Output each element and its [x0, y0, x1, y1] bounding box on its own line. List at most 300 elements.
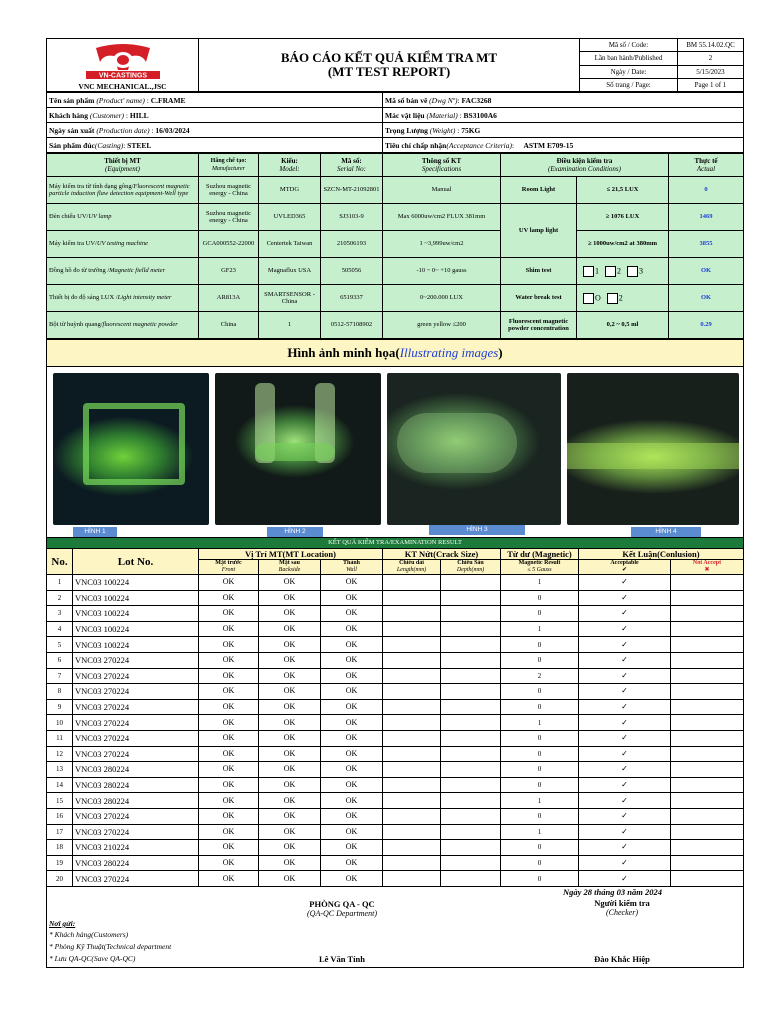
not-accept-mark [671, 590, 744, 606]
front-result: OK [199, 621, 259, 637]
table-row [47, 668, 744, 684]
recipient-item: * Khách hàng(Customers) [49, 929, 129, 939]
front-result: OK [199, 590, 259, 606]
magnetic-result: 0 [501, 652, 579, 668]
row-number: 1 [47, 575, 73, 591]
row-number: 4 [47, 621, 73, 637]
back-result: OK [259, 793, 321, 809]
magnetic-result: 0 [501, 699, 579, 715]
crack-depth [441, 871, 501, 887]
wall-result: OK [321, 715, 383, 731]
back-result: OK [259, 621, 321, 637]
eq-condition-value: ≤ 21,5 LUX [577, 177, 669, 204]
eq-condition-value: 0,2 ~ 0,5 ml [577, 312, 669, 339]
not-accept-mark [671, 808, 744, 824]
eq-condition: Fluorescent magnetic powder concentration [501, 312, 577, 339]
front-result: OK [199, 746, 259, 762]
table-row [47, 808, 744, 824]
lot-number: VNC03 100224 [73, 606, 199, 622]
eq-header-actual: Thực tế Actual [669, 154, 744, 177]
equipment-table [46, 153, 744, 339]
wall-result: OK [321, 684, 383, 700]
col-back: Mặt sau Backside [259, 560, 321, 575]
eq-condition: UV lamp light [501, 204, 577, 258]
doc-date-value: 5/15/2023 [678, 65, 744, 78]
dept-title-en: (QA-QC Department) [307, 908, 377, 918]
wall-result: OK [321, 762, 383, 778]
eq-header-spec: Thông số KT Specifications [383, 154, 501, 177]
front-result: OK [199, 855, 259, 871]
back-result: OK [259, 715, 321, 731]
table-row [47, 762, 744, 778]
wall-result: OK [321, 793, 383, 809]
front-result: OK [199, 730, 259, 746]
crack-length [383, 715, 441, 731]
acceptable-mark: ✓ [579, 730, 671, 746]
front-result: OK [199, 793, 259, 809]
back-result: OK [259, 684, 321, 700]
crack-length [383, 699, 441, 715]
not-accept-mark [671, 730, 744, 746]
col-length: Chiều dài Length(mm) [383, 560, 441, 575]
water-test-boxes: O 2 [577, 285, 669, 312]
eq-manufacturer: AR813A [199, 285, 259, 312]
row-number: 8 [47, 684, 73, 700]
customer-field: Khách hàng (Customer) : HILL [47, 108, 383, 123]
eq-name: Máy kiểm tra từ tính dạng gông/Fluorescent magnetic particle induction flaw detection equipment-Well type [47, 177, 199, 204]
magnetic-result: 0 [501, 840, 579, 856]
magnetic-result: 0 [501, 730, 579, 746]
crack-depth [441, 684, 501, 700]
eq-serial: SJ3103-9 [321, 204, 383, 231]
eq-model: SMARTSENSOR - China [259, 285, 321, 312]
magnetic-result: 2 [501, 668, 579, 684]
not-accept-mark [671, 777, 744, 793]
eq-spec: -10 ~ 0~ +10 gauss [383, 258, 501, 285]
eq-manufacturer: Suzhou magnetic energy - China [199, 204, 259, 231]
back-result: OK [259, 668, 321, 684]
row-number: 11 [47, 730, 73, 746]
lot-number: VNC03 100224 [73, 575, 199, 591]
wall-result: OK [321, 637, 383, 653]
acceptable-mark: ✓ [579, 652, 671, 668]
product-name-field: Tên sản phẩm (Product' name) : C.FRAME [47, 93, 383, 108]
back-result: OK [259, 824, 321, 840]
wall-result: OK [321, 871, 383, 887]
company-logo-cell [47, 39, 199, 92]
crack-depth [441, 715, 501, 731]
not-accept-mark [671, 871, 744, 887]
back-result: OK [259, 637, 321, 653]
eq-header-conditions: Điều kiện kiểm tra (Examination Conditions) [501, 154, 669, 177]
crack-depth [441, 590, 501, 606]
report-header [46, 38, 744, 92]
lot-number: VNC03 270224 [73, 871, 199, 887]
magnetic-result: 0 [501, 762, 579, 778]
material-field: Mác vật liệu (Material) : BS3100A6 [383, 108, 744, 123]
col-not-accept: Not Accept ✖ [671, 560, 744, 575]
recipient-item: * Lưu QA-QC(Save QA-QC) [49, 953, 136, 963]
wall-result: OK [321, 855, 383, 871]
back-result: OK [259, 746, 321, 762]
illustration-gallery [46, 367, 744, 537]
magnetic-result: 0 [501, 637, 579, 653]
magnetic-result: 0 [501, 606, 579, 622]
acceptable-mark: ✓ [579, 808, 671, 824]
col-no: No. [47, 549, 73, 575]
wall-result: OK [321, 730, 383, 746]
doc-published-value: 2 [678, 52, 744, 65]
weight-field: Trọng Lượng (Weight) : 75KG [383, 123, 744, 138]
results-band: KẾT QUẢ KIỂM TRA/EXAMINATION RESULT [47, 538, 744, 549]
water-checkbox-2[interactable] [607, 293, 618, 304]
crack-depth [441, 637, 501, 653]
eq-actual: 0.29 [669, 312, 744, 339]
back-result: OK [259, 652, 321, 668]
row-number: 15 [47, 793, 73, 809]
acceptable-mark: ✓ [579, 855, 671, 871]
col-mag-result: Magnetic Result ≤ 5 Gauss [501, 560, 579, 575]
eq-name: Đèn chiếu UV/UV lamp [47, 204, 199, 231]
eq-spec: 0~200.000 LUX [383, 285, 501, 312]
crack-depth [441, 621, 501, 637]
crack-length [383, 637, 441, 653]
col-wall: Thành Wall [321, 560, 383, 575]
not-accept-mark [671, 621, 744, 637]
table-row [47, 715, 744, 731]
crack-length [383, 871, 441, 887]
inspection-photo-1[interactable] [53, 373, 209, 525]
table-row [47, 575, 744, 591]
acceptable-mark: ✓ [579, 746, 671, 762]
recipient-item: * Phòng Kỹ Thuật(Technical department [49, 941, 172, 951]
acceptable-mark: ✓ [579, 606, 671, 622]
col-depth: Chiều Sâu Depth(mm) [441, 560, 501, 575]
inspection-photo-2[interactable] [215, 373, 381, 525]
not-accept-mark [671, 684, 744, 700]
eq-model: 1 [259, 312, 321, 339]
magnetic-result: 0 [501, 855, 579, 871]
col-front: Mặt trước Front [199, 560, 259, 575]
eq-actual: OK [669, 258, 744, 285]
eq-actual: 3855 [669, 231, 744, 258]
lot-number: VNC03 270224 [73, 746, 199, 762]
crack-length [383, 777, 441, 793]
lot-number: VNC03 210224 [73, 840, 199, 856]
acceptable-mark: ✓ [579, 668, 671, 684]
product-info-table [46, 92, 744, 153]
crack-length [383, 590, 441, 606]
report-title [199, 39, 580, 92]
acceptable-mark: ✓ [579, 575, 671, 591]
not-accept-mark [671, 575, 744, 591]
crack-length [383, 793, 441, 809]
magnetic-result: 1 [501, 793, 579, 809]
table-row [47, 793, 744, 809]
col-location: Vị Trí MT(MT Location) [199, 549, 383, 560]
eq-name: Đồng hồ đo từ trường /Magnetic fielld meter [47, 258, 199, 285]
crack-depth [441, 746, 501, 762]
company-name: VNC MECHANICAL.,JSC [78, 82, 167, 91]
photo-caption-2: HÌNH 2 [267, 527, 323, 537]
lot-number: VNC03 270224 [73, 824, 199, 840]
not-accept-mark [671, 793, 744, 809]
acceptable-mark: ✓ [579, 871, 671, 887]
crack-length [383, 808, 441, 824]
crack-length [383, 840, 441, 856]
eq-manufacturer: GCA000552-22000 [199, 231, 259, 258]
logo-wordmark: VN-CASTINGS [98, 72, 147, 80]
lot-number: VNC03 270224 [73, 684, 199, 700]
eq-condition-value: ≥ 1000uw/cm2 at 380mm [577, 231, 669, 258]
crack-depth [441, 652, 501, 668]
front-result: OK [199, 699, 259, 715]
col-magnetic: Từ dư (Magnetic) [501, 549, 579, 560]
lot-number: VNC03 270224 [73, 668, 199, 684]
production-date-field: Ngày sản xuất (Production date) : 16/03/2024 [47, 123, 383, 138]
crack-depth [441, 793, 501, 809]
row-number: 20 [47, 871, 73, 887]
magnetic-result: 1 [501, 824, 579, 840]
front-result: OK [199, 824, 259, 840]
acceptable-mark: ✓ [579, 840, 671, 856]
crack-length [383, 824, 441, 840]
front-result: OK [199, 606, 259, 622]
crack-depth [441, 730, 501, 746]
acceptable-mark: ✓ [579, 621, 671, 637]
table-row [47, 855, 744, 871]
magnetic-result: 0 [501, 777, 579, 793]
dept-title: PHÒNG QA - QC [309, 898, 375, 909]
row-number: 6 [47, 652, 73, 668]
not-accept-mark [671, 746, 744, 762]
crack-length [383, 684, 441, 700]
crack-length [383, 746, 441, 762]
row-number: 3 [47, 606, 73, 622]
back-result: OK [259, 855, 321, 871]
acceptance-criteria-field: Tiêu chí chấp nhận(Acceptance Criteria): ASTM E709-15 [383, 138, 744, 153]
row-number: 14 [47, 777, 73, 793]
eq-actual: OK [669, 285, 744, 312]
front-result: OK [199, 637, 259, 653]
col-conclusion: Kết Luận(Conlusion) [579, 549, 744, 560]
magnetic-result: 1 [501, 715, 579, 731]
photo-caption-1: HÌNH 1 [73, 527, 117, 537]
table-row [47, 824, 744, 840]
lot-number: VNC03 280224 [73, 793, 199, 809]
not-accept-mark [671, 762, 744, 778]
eq-actual: 1469 [669, 204, 744, 231]
wall-result: OK [321, 824, 383, 840]
back-result: OK [259, 777, 321, 793]
eq-condition-value: ≥ 1076 LUX [577, 204, 669, 231]
back-result: OK [259, 871, 321, 887]
table-row [47, 777, 744, 793]
acceptable-mark: ✓ [579, 715, 671, 731]
not-accept-mark [671, 606, 744, 622]
front-result: OK [199, 777, 259, 793]
wall-result: OK [321, 606, 383, 622]
eq-condition: Water break test [501, 285, 577, 312]
eq-model: MTDG [259, 177, 321, 204]
crack-length [383, 730, 441, 746]
row-number: 19 [47, 855, 73, 871]
not-accept-mark [671, 699, 744, 715]
recipients-label: Nơi gửi: [49, 918, 76, 928]
illustration-title: Hình ảnh minh họa(Illustrating images) [47, 340, 744, 367]
footer-date: Ngày 28 tháng 03 năm 2024 [563, 886, 662, 897]
back-result: OK [259, 840, 321, 856]
doc-page-label: Số trang / Page: [580, 78, 678, 91]
crack-length [383, 762, 441, 778]
shim-checkbox-3[interactable] [627, 266, 638, 277]
eq-serial: SZCN-MT-21092801 [321, 177, 383, 204]
eq-model: UVLED365 [259, 204, 321, 231]
results-body [47, 575, 744, 887]
eq-condition: Room Light [501, 177, 577, 204]
wall-result: OK [321, 621, 383, 637]
lot-number: VNC03 100224 [73, 637, 199, 653]
eq-spec: 1 ~3,999uw/cm2 [383, 231, 501, 258]
lot-number: VNC03 270224 [73, 652, 199, 668]
crack-depth [441, 668, 501, 684]
doc-code-label: Mã số / Code: [580, 39, 678, 52]
results-table [46, 537, 744, 887]
table-row [47, 621, 744, 637]
col-crack: KT Nứt(Crack Size) [383, 549, 501, 560]
back-result: OK [259, 808, 321, 824]
inspection-photo-4[interactable] [567, 373, 739, 525]
lot-number: VNC03 280224 [73, 777, 199, 793]
crack-depth [441, 840, 501, 856]
row-number: 12 [47, 746, 73, 762]
magnetic-result: 0 [501, 746, 579, 762]
front-result: OK [199, 715, 259, 731]
crack-depth [441, 824, 501, 840]
shim-test-boxes: 1 2 3 [577, 258, 669, 285]
back-result: OK [259, 762, 321, 778]
eq-header-model: Kiểu: Model: [259, 154, 321, 177]
photo-caption-3: HÌNH 3 [429, 525, 525, 535]
eq-name: Bột từ huỳnh quang/fluorescent magnetic powder [47, 312, 199, 339]
not-accept-mark [671, 715, 744, 731]
row-number: 13 [47, 762, 73, 778]
eq-actual: 0 [669, 177, 744, 204]
table-row [47, 652, 744, 668]
row-number: 9 [47, 699, 73, 715]
crack-depth [441, 855, 501, 871]
doc-published-label: Lần ban hành/Published [580, 52, 678, 65]
checker-title: Người kiểm tra [594, 897, 650, 908]
eq-model: Magnaflux USA [259, 258, 321, 285]
checker-signer: Đào Khắc Hiệp [594, 953, 650, 964]
crack-depth [441, 606, 501, 622]
row-number: 7 [47, 668, 73, 684]
eq-manufacturer: China [199, 312, 259, 339]
row-number: 16 [47, 808, 73, 824]
acceptable-mark: ✓ [579, 699, 671, 715]
eq-spec: Max 6000uw/cm2 FLUX 381mm [383, 204, 501, 231]
wall-result: OK [321, 840, 383, 856]
water-checkbox-1[interactable] [583, 293, 594, 304]
crack-length [383, 621, 441, 637]
lot-number: VNC03 100224 [73, 621, 199, 637]
wall-result: OK [321, 699, 383, 715]
table-row [47, 840, 744, 856]
wall-result: OK [321, 746, 383, 762]
col-lot: Lot No. [73, 549, 199, 575]
row-number: 17 [47, 824, 73, 840]
wall-result: OK [321, 777, 383, 793]
eq-serial: 6519337 [321, 285, 383, 312]
shim-checkbox-1[interactable] [583, 266, 594, 277]
eq-name: Thiết bị đo độ sáng LUX /Light intensity meter [47, 285, 199, 312]
crack-length [383, 668, 441, 684]
row-number: 2 [47, 590, 73, 606]
lot-number: VNC03 270224 [73, 699, 199, 715]
row-number: 5 [47, 637, 73, 653]
illustration-title-row [46, 339, 744, 367]
acceptable-mark: ✓ [579, 762, 671, 778]
not-accept-mark [671, 855, 744, 871]
wall-result: OK [321, 668, 383, 684]
table-row [47, 590, 744, 606]
magnetic-result: 0 [501, 590, 579, 606]
table-row [47, 606, 744, 622]
company-logo [82, 44, 164, 82]
not-accept-mark [671, 824, 744, 840]
crack-depth [441, 699, 501, 715]
front-result: OK [199, 575, 259, 591]
shim-checkbox-2[interactable] [605, 266, 616, 277]
table-row [47, 730, 744, 746]
front-result: OK [199, 871, 259, 887]
not-accept-mark [671, 840, 744, 856]
front-result: OK [199, 840, 259, 856]
eq-model: Centertek Taiwan [259, 231, 321, 258]
eq-serial: 0512-57108902 [321, 312, 383, 339]
back-result: OK [259, 699, 321, 715]
back-result: OK [259, 575, 321, 591]
magnetic-result: 0 [501, 808, 579, 824]
crack-depth [441, 808, 501, 824]
eq-header-manufacturer: Hãng chế tạo: Manufacturer [199, 154, 259, 177]
doc-date-label: Ngày / Date: [580, 65, 678, 78]
eq-manufacturer: Suzhou magnetic energy - China [199, 177, 259, 204]
doc-page-value: Page 1 of 1 [678, 78, 744, 91]
wall-result: OK [321, 652, 383, 668]
report-page [46, 38, 744, 968]
eq-header-equipment: Thiết bị MT (Equipment) [47, 154, 199, 177]
acceptable-mark: ✓ [579, 824, 671, 840]
dept-signer: Lê Văn Tính [319, 953, 365, 964]
wall-result: OK [321, 590, 383, 606]
casting-field: Sản phẩm đúc(Casting): STEEL [47, 138, 383, 153]
lot-number: VNC03 100224 [73, 590, 199, 606]
eq-spec: green yellow ≤200 [383, 312, 501, 339]
inspection-photo-3[interactable] [387, 373, 561, 525]
crack-depth [441, 777, 501, 793]
back-result: OK [259, 606, 321, 622]
lot-number: VNC03 270224 [73, 730, 199, 746]
row-number: 18 [47, 840, 73, 856]
not-accept-mark [671, 652, 744, 668]
eq-serial: 210506193 [321, 231, 383, 258]
eq-spec: Manual [383, 177, 501, 204]
not-accept-mark [671, 668, 744, 684]
front-result: OK [199, 808, 259, 824]
row-number: 10 [47, 715, 73, 731]
